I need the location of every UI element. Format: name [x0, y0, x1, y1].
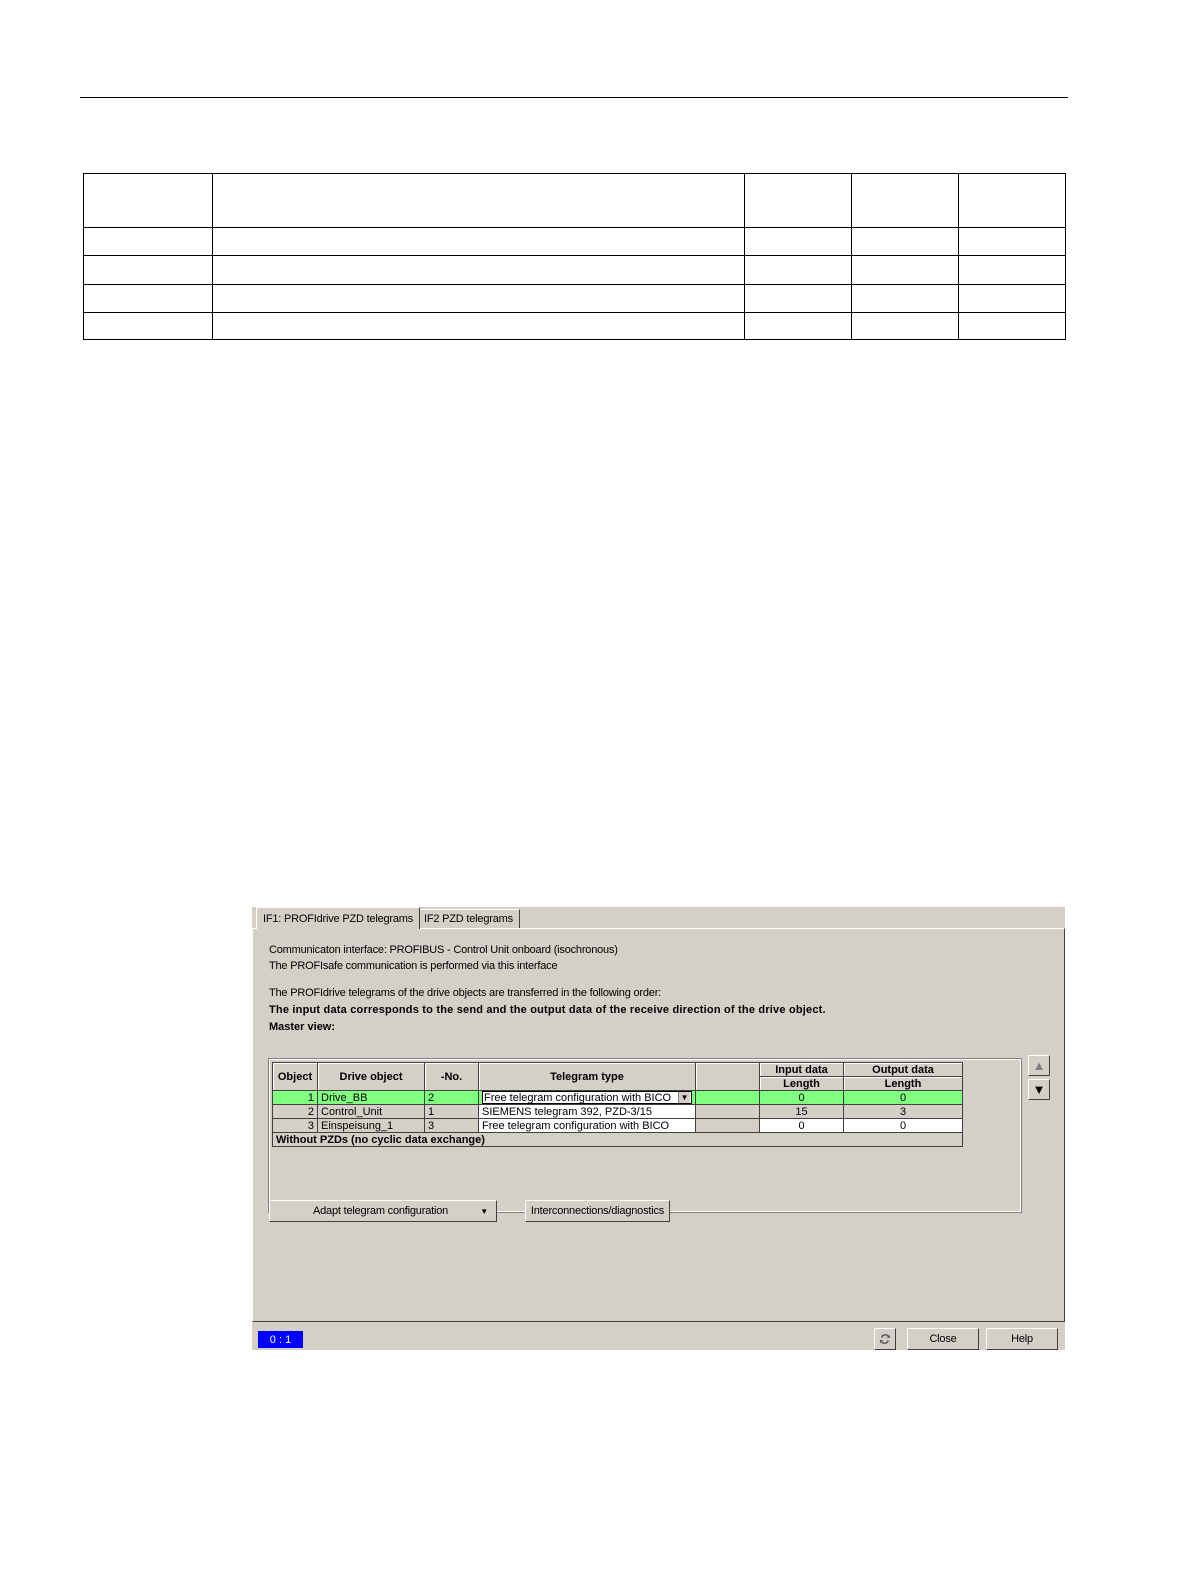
order-info: The PROFIdrive telegrams of the drive objects are transferred in the following order:: [269, 987, 662, 999]
table-row[interactable]: [273, 1133, 963, 1147]
table-cell: [213, 256, 745, 285]
close-button[interactable]: Close: [907, 1328, 979, 1350]
status-indicator: 0 : 1: [258, 1331, 303, 1348]
adapt-telegram-label: Adapt telegram configuration: [313, 1205, 449, 1217]
table-cell: [959, 313, 1066, 340]
table-cell: [84, 228, 213, 256]
interconnections-diagnostics-button[interactable]: Interconnections/diagnostics: [525, 1200, 670, 1222]
column-header-output-length[interactable]: Length: [844, 1077, 963, 1091]
arrow-down-icon: ▼: [1032, 1082, 1046, 1097]
cell-object[interactable]: 3: [273, 1119, 318, 1133]
cell-telegram-type[interactable]: SIEMENS telegram 392, PZD-3/15: [479, 1105, 696, 1119]
cell-input-length[interactable]: 15: [760, 1105, 844, 1119]
table-cell: [959, 228, 1066, 256]
cell-no[interactable]: 3: [425, 1119, 479, 1133]
column-header-blank[interactable]: [696, 1063, 760, 1091]
adapt-telegram-configuration-button[interactable]: [269, 1200, 497, 1222]
table-cell: [745, 256, 852, 285]
table-cell: [745, 285, 852, 313]
cell-drive-object[interactable]: Einspeisung_1: [318, 1119, 425, 1133]
master-view-label: Master view:: [269, 1021, 336, 1033]
table-cell: [213, 228, 745, 256]
table-cell: [852, 174, 959, 228]
table-row[interactable]: [273, 1091, 963, 1105]
column-header-output-data[interactable]: Output data: [844, 1063, 963, 1077]
cell-blank[interactable]: [696, 1105, 760, 1119]
telegram-dialog: [252, 907, 1065, 1350]
tab-strip: [252, 907, 1065, 929]
cell-drive-object[interactable]: Drive_BB: [318, 1091, 425, 1105]
table-cell: [852, 285, 959, 313]
tab-if1-profidrive[interactable]: IF1: PROFIdrive PZD telegrams: [256, 907, 420, 929]
table-cell: [852, 256, 959, 285]
tab-panel: [252, 928, 1065, 1322]
cell-output-length[interactable]: 3: [844, 1105, 963, 1119]
table-cell: [213, 285, 745, 313]
page-header-rule: [80, 97, 1068, 98]
cell-no[interactable]: 2: [425, 1091, 479, 1105]
arrow-up-icon: ▲: [1032, 1058, 1046, 1073]
cell-object[interactable]: 2: [273, 1105, 318, 1119]
cell-blank[interactable]: [696, 1119, 760, 1133]
table-row[interactable]: [273, 1119, 963, 1133]
cell-output-length[interactable]: 0: [844, 1119, 963, 1133]
column-header-object[interactable]: Object: [273, 1063, 318, 1091]
table-cell: [84, 174, 213, 228]
table-cell: [959, 174, 1066, 228]
table-cell: [213, 313, 745, 340]
table-cell: [852, 228, 959, 256]
profisafe-info: The PROFIsafe communication is performed via this interface: [269, 960, 558, 972]
help-button[interactable]: Help: [986, 1328, 1058, 1350]
chevron-down-icon: ▼: [480, 1206, 488, 1216]
tab-if2-pzd[interactable]: IF2 PZD telegrams: [417, 909, 520, 928]
table-cell: [84, 285, 213, 313]
table-cell: [84, 256, 213, 285]
document-table: [83, 173, 1066, 340]
cell-without-pzds[interactable]: Without PZDs (no cyclic data exchange): [273, 1133, 963, 1147]
column-header-no[interactable]: -No.: [425, 1063, 479, 1091]
chevron-down-icon[interactable]: ▼: [678, 1092, 690, 1103]
table-row[interactable]: [273, 1105, 963, 1119]
move-up-button[interactable]: [1028, 1055, 1050, 1076]
telegram-type-value: Free telegram configuration with BICO: [484, 1091, 672, 1104]
table-cell: [959, 285, 1066, 313]
refresh-icon: [878, 1332, 892, 1346]
table-cell: [745, 228, 852, 256]
cell-telegram-type[interactable]: [479, 1091, 696, 1105]
cell-object[interactable]: 1: [273, 1091, 318, 1105]
cell-output-length[interactable]: 0: [844, 1091, 963, 1105]
table-cell: [84, 313, 213, 340]
column-header-drive-object[interactable]: Drive object: [318, 1063, 425, 1091]
column-header-input-data[interactable]: Input data: [760, 1063, 844, 1077]
table-cell: [745, 174, 852, 228]
telegram-grid: [272, 1062, 963, 1147]
cell-input-length[interactable]: 0: [760, 1091, 844, 1105]
table-cell: [852, 313, 959, 340]
table-cell: [213, 174, 745, 228]
cell-drive-object[interactable]: Control_Unit: [318, 1105, 425, 1119]
column-header-telegram-type[interactable]: Telegram type: [479, 1063, 696, 1091]
cell-blank[interactable]: [696, 1091, 760, 1105]
interface-info: Communicaton interface: PROFIBUS - Control Unit onboard (isochronous): [269, 944, 618, 956]
table-cell: [959, 256, 1066, 285]
direction-info: The input data corresponds to the send and the output data of the receive direction of the drive object.: [269, 1004, 826, 1016]
move-down-button[interactable]: [1028, 1079, 1050, 1100]
telegram-type-dropdown[interactable]: [482, 1091, 692, 1104]
cell-input-length[interactable]: 0: [760, 1119, 844, 1133]
table-cell: [745, 313, 852, 340]
column-header-input-length[interactable]: Length: [760, 1077, 844, 1091]
cell-no[interactable]: 1: [425, 1105, 479, 1119]
telegram-grid-container: [269, 1059, 1021, 1212]
cell-telegram-type[interactable]: Free telegram configuration with BICO: [479, 1119, 696, 1133]
refresh-button[interactable]: [874, 1328, 896, 1350]
